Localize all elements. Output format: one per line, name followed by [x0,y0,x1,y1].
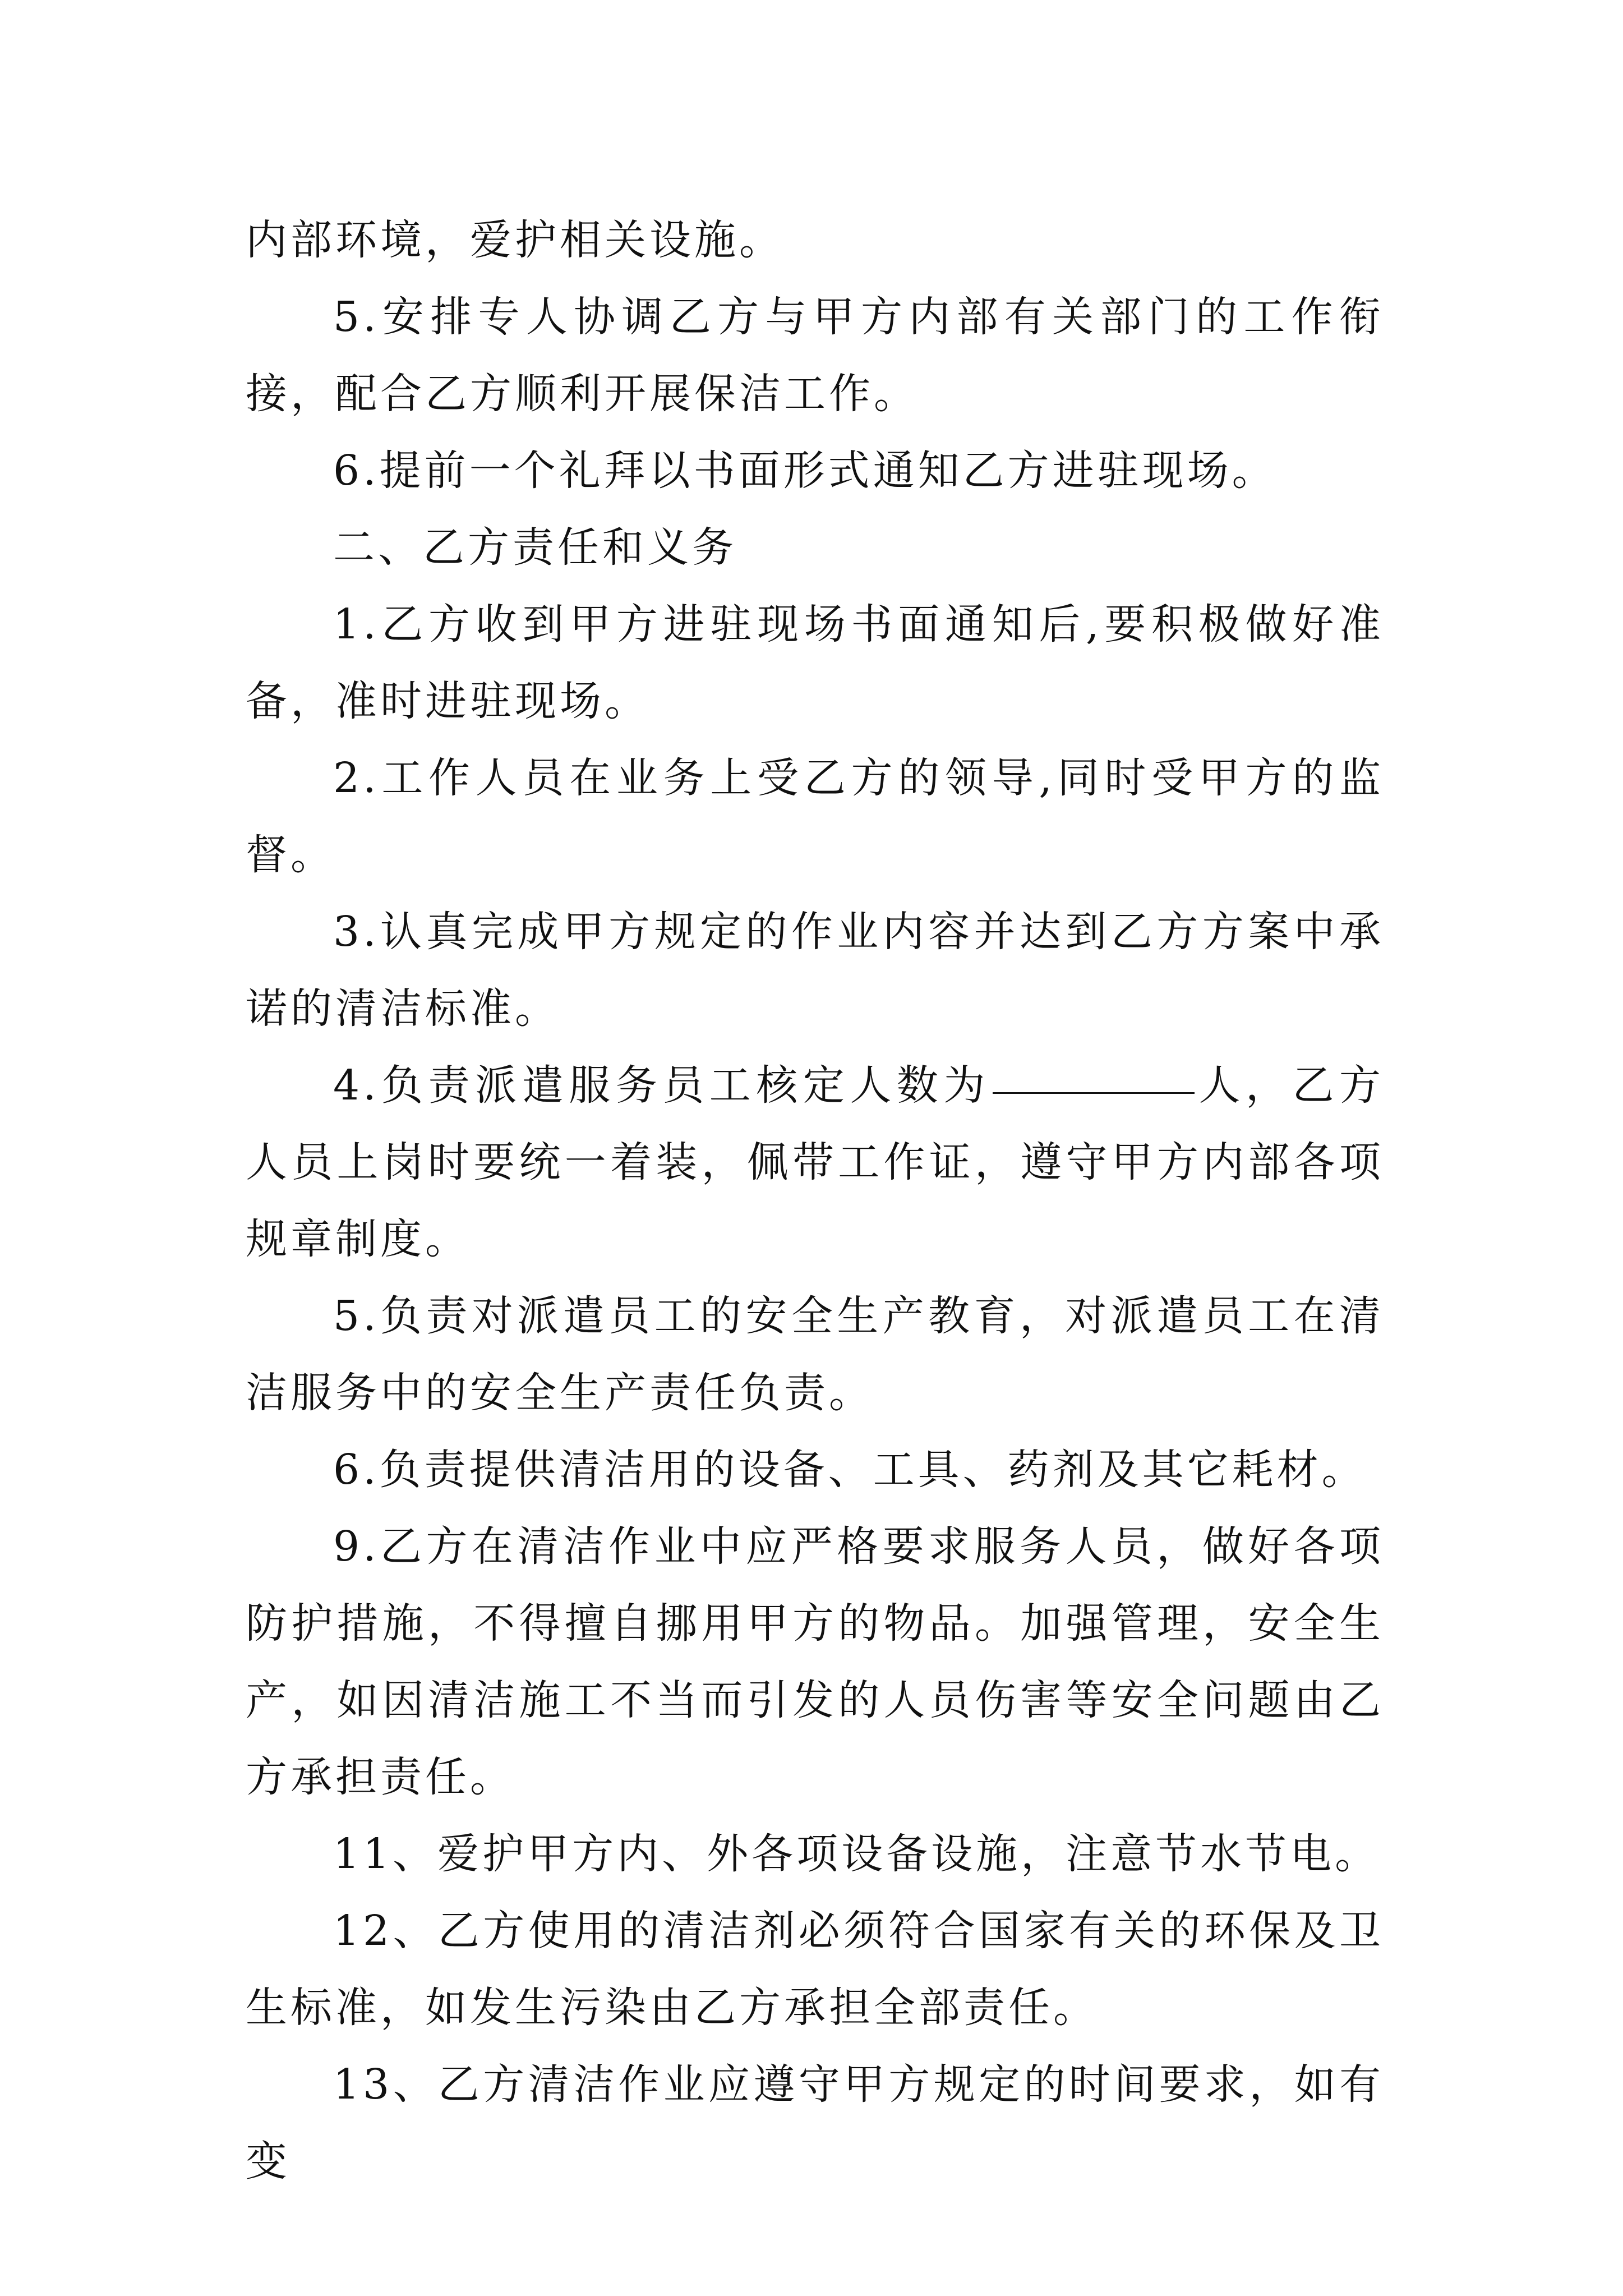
paragraph-clause-b11: 11、爱护甲方内、外各项设备设施，注意节水节电。 [333,1830,1380,1878]
paragraph-continuation: 内部环境，爱护相关设施。 [246,216,784,264]
paragraph-clause-b13: 13、乙方清洁作业应遵守甲方规定的时间要求，如有变 [246,2060,1384,2185]
paragraph-clause-b5: 5.负责对派遣员工的安全生产教育，对派遣员工在清洁服务中的安全生产责任负责。 [246,1292,1384,1417]
paragraph-clause-b3: 3.认真完成甲方规定的作业内容并达到乙方方案中承诺的清洁标准。 [246,908,1384,1033]
clause-b4-text-before: 4.负责派遣服务员工核定人数为 [333,1061,990,1110]
paragraph-clause-a6: 6.提前一个礼拜以书面形式通知乙方进驻现场。 [333,447,1277,495]
paragraph-clause-a5: 5.安排专人协调乙方与甲方内部有关部门的工作衔接，配合乙方顺利开展保洁工作。 [246,293,1384,418]
paragraph-clause-b12: 12、乙方使用的清洁剂必须符合国家有关的环保及卫生标准，如发生污染由乙方承担全部责任。 [246,1907,1384,2032]
document-body [246,202,1384,2200]
paragraph-clause-b4 [246,1047,1384,1278]
paragraph-clause-b1: 1.乙方收到甲方进驻现场书面通知后,要积极做好准备，准时进驻现场。 [246,600,1384,725]
clause-b4-text-after: 人，乙方人员上岗时要统一着装，佩带工作证，遵守甲方内部各项规章制度。 [246,1061,1384,1263]
paragraph-clause-b9: 9.乙方在清洁作业中应严格要求服务人员，做好各项防护措施，不得擅自挪用甲方的物品。加强管理，安全生产，如因清洁施工不当而引发的人员伤害等安全问题由乙方承担责任。 [246,1522,1384,1801]
paragraph-clause-b6: 6.负责提供清洁用的设备、工具、药剂及其它耗材。 [333,1446,1367,1494]
staff-count-blank-line [993,1092,1195,1094]
section-heading-party-b: 二、乙方责任和义务 [333,523,737,572]
paragraph-clause-b2: 2.工作人员在业务上受乙方的领导,同时受甲方的监督。 [246,754,1384,879]
